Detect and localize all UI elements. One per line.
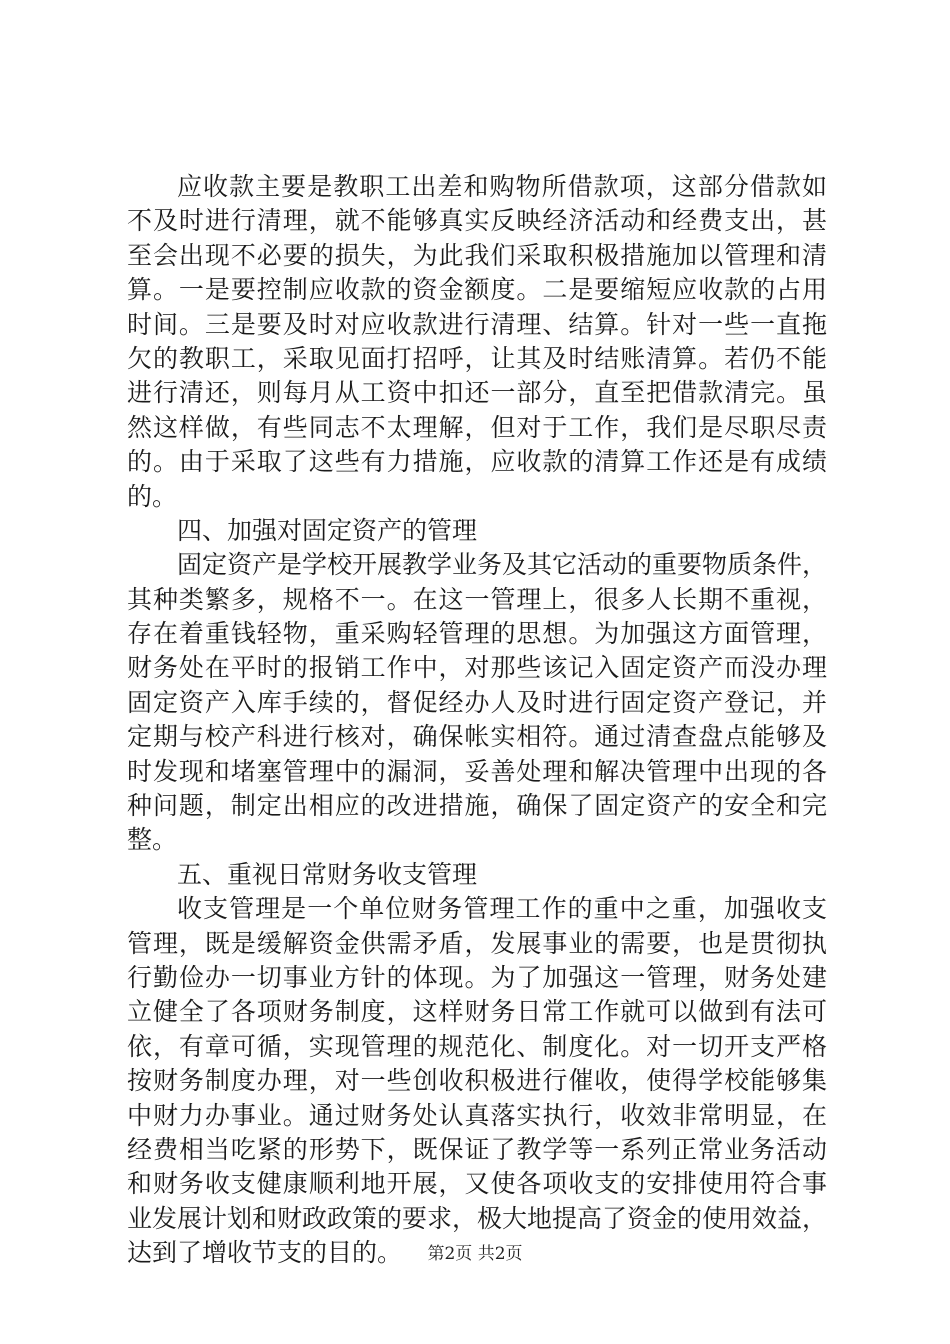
paragraph-line: 固定资产是学校开展教学业务及其它活动的重要物质条件， [177, 550, 828, 580]
paragraph-line: 算。一是要控制应收款的资金额度。二是要缩短应收款的占用 [127, 275, 827, 305]
paragraph-line: 进行清还，则每月从工资中扣还一部分，直至把借款清完。虽 [127, 378, 827, 408]
paragraph-line: 立健全了各项财务制度，这样财务日常工作就可以做到有法可 [127, 997, 827, 1027]
paragraph-line: 整。 [127, 825, 178, 855]
paragraph-line: 中财力办事业。通过财务处认真落实执行，收效非常明显，在 [127, 1100, 827, 1130]
section-heading [127, 514, 827, 548]
paragraph-line: 欠的教职工，采取见面打招呼，让其及时结账清算。若仍不能 [127, 343, 827, 373]
paragraph-line: 时间。三是要及时对应收款进行清理、结算。针对一些一直拖 [127, 309, 827, 339]
paragraph-line: 然这样做，有些同志不太理解，但对于工作，我们是尽职尽责 [127, 412, 827, 442]
paragraph-line: 定期与校产科进行核对，确保帐实相符。通过清查盘点能够及 [127, 722, 827, 752]
paragraph-line: 的。 [127, 481, 178, 511]
paragraph-line: 不及时进行清理，就不能够真实反映经济活动和经费支出，甚 [127, 206, 827, 236]
paragraph [127, 548, 827, 858]
paragraph [127, 892, 827, 1270]
paragraph-line: 固定资产入库手续的，督促经办人及时进行固定资产登记，并 [127, 687, 827, 717]
heading-text: 五、重视日常财务收支管理 [177, 859, 478, 889]
paragraph-line: 管理，既是缓解资金供需矛盾，发展事业的需要，也是贯彻执 [127, 928, 827, 958]
paragraph-line: 收支管理是一个单位财务管理工作的重中之重，加强收支 [177, 894, 827, 924]
paragraph-line: 的。由于采取了这些有力措施，应收款的清算工作还是有成绩 [127, 447, 827, 477]
paragraph-line: 达到了增收节支的目的。 [127, 1238, 403, 1268]
page-footer: 第2页 共2页 [427, 1244, 523, 1264]
paragraph-line: 存在着重钱轻物，重采购轻管理的思想。为加强这方面管理， [127, 619, 827, 649]
heading-text: 四、加强对固定资产的管理 [177, 515, 478, 545]
paragraph [127, 170, 827, 514]
paragraph-line: 财务处在平时的报销工作中，对那些该记入固定资产而没办理 [127, 653, 827, 683]
paragraph-line: 至会出现不必要的损失，为此我们采取积极措施加以管理和清 [127, 240, 827, 270]
paragraph-line: 依，有章可循，实现管理的规范化、制度化。对一切开支严格 [127, 1031, 827, 1061]
paragraph-line: 按财务制度办理，对一些创收积极进行催收，使得学校能够集 [127, 1066, 827, 1096]
paragraph-line: 时发现和堵塞管理中的漏洞，妥善处理和解决管理中出现的各 [127, 756, 827, 786]
paragraph-line: 行勤俭办一切事业方针的体现。为了加强这一管理，财务处建 [127, 962, 827, 992]
paragraph-line: 业发展计划和财政政策的要求，极大地提高了资金的使用效益， [127, 1203, 828, 1233]
paragraph-line: 种问题，制定出相应的改进措施，确保了固定资产的安全和完 [127, 791, 827, 821]
paragraph-line: 应收款主要是教职工出差和购物所借款项，这部分借款如 [177, 172, 827, 201]
paragraph-line: 其种类繁多，规格不一。在这一管理上，很多人长期不重视， [127, 584, 827, 614]
paragraph-line: 经费相当吃紧的形势下，既保证了教学等一系列正常业务活动 [127, 1134, 827, 1164]
document-body [127, 170, 827, 1271]
section-heading [127, 858, 827, 892]
paragraph-line: 和财务收支健康顺利地开展，又使各项收支的安排使用符合事 [127, 1169, 827, 1199]
